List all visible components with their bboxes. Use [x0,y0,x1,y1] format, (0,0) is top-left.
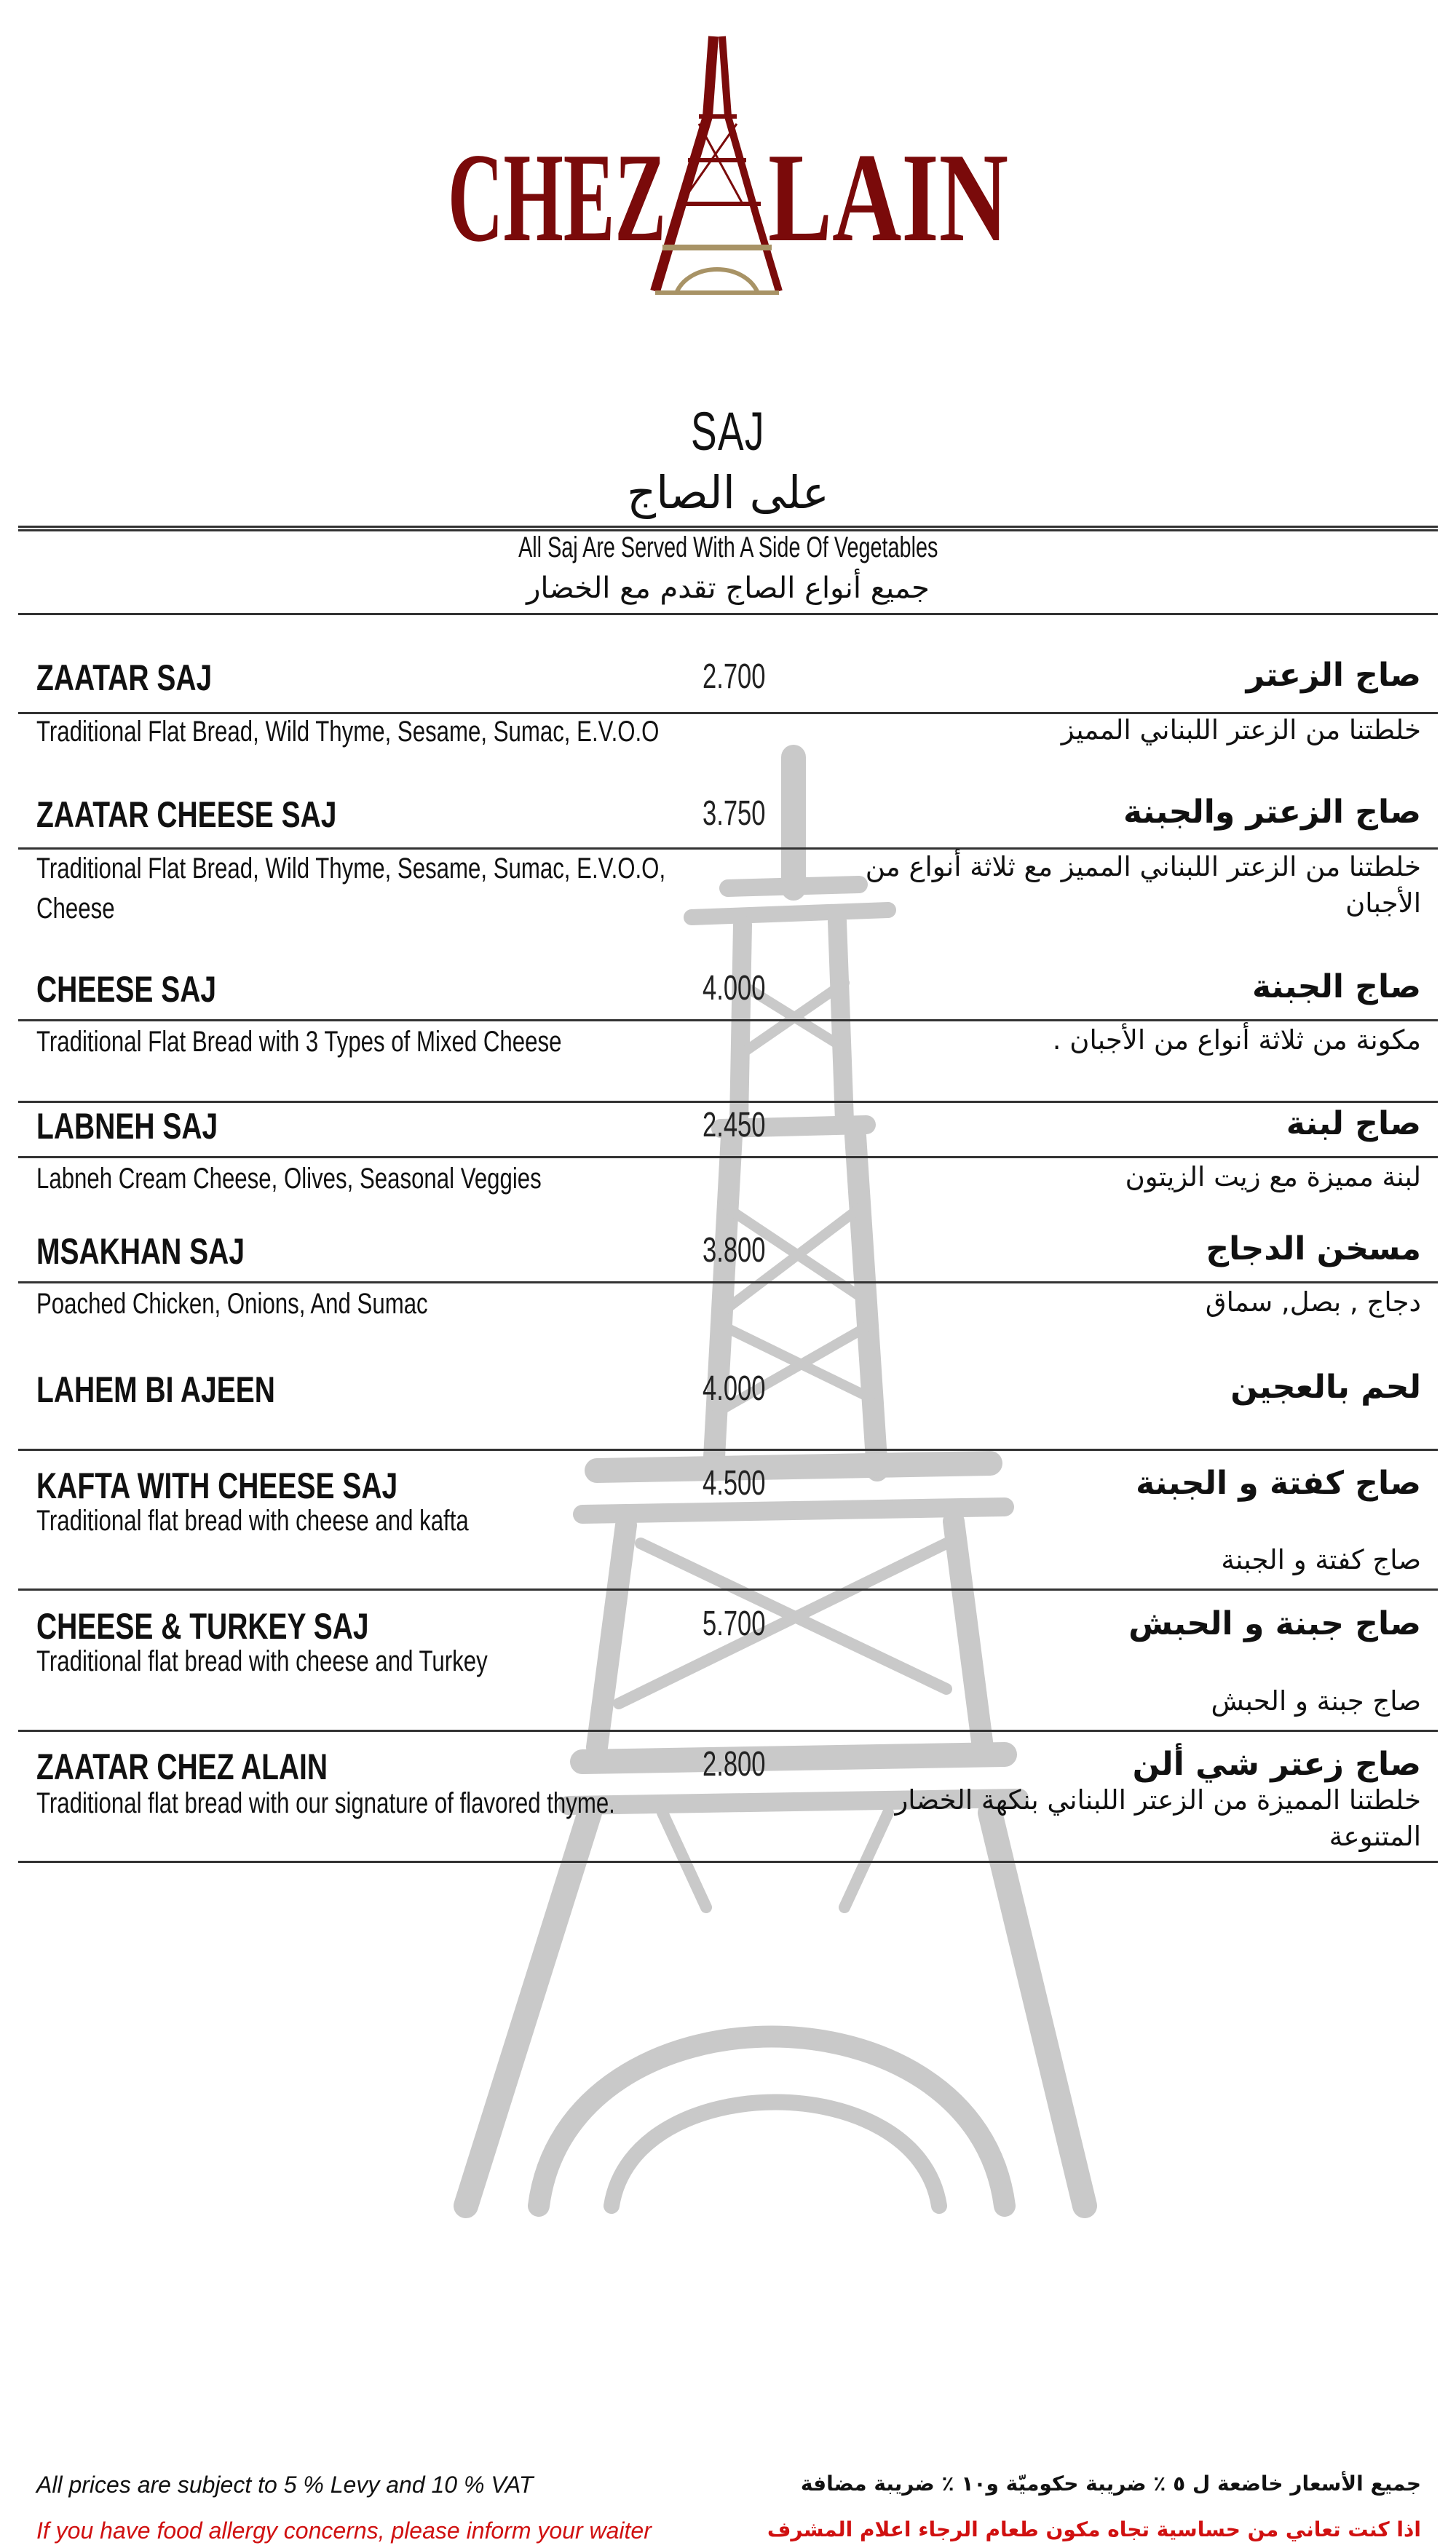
menu-item-name-ar: صاج الزعتر [1246,657,1421,694]
menu-item-price: 3.750 [703,794,766,833]
menu-item-desc-ar: لبنة مميزة مع زيت الزيتون [1125,1161,1421,1192]
item-divider [18,1019,1438,1021]
menu-item-price: 4.000 [703,1369,766,1408]
subtitle-divider [18,613,1438,615]
menu-item-desc-ar: خلطتنا من الزعتر اللبناني المميز مع ثلاثة أنواع من الأجبان [865,851,1421,919]
section-title-en: SAJ [690,401,766,462]
menu-item-desc-en: Traditional flat bread with cheese and Turkey [36,1645,488,1677]
menu-item-name-ar: صاج جبنة و الحبش [1128,1605,1421,1642]
menu-item-desc-ar: خلطتنا المميزة من الزعتر اللبناني بنكهة الخضار المتنوعة [895,1784,1421,1852]
logo-graphic [437,29,1019,306]
menu-item-name-ar: صاج الزعتر والجبنة [1123,794,1421,831]
menu-item-name-en: LAHEM BI AJEEN [36,1369,275,1410]
menu-item-name-en: KAFTA WITH CHEESE SAJ [36,1465,398,1506]
menu-item-price: 5.700 [703,1605,766,1643]
menu-item-desc-en: Poached Chicken, Onions, And Sumac [36,1288,428,1320]
vat-notice-en: All prices are subject to 5 % Levy and 10 % VAT [36,2472,534,2498]
menu-item-desc-en: Traditional Flat Bread, Wild Thyme, Sesame, Sumac, E.V.O.O, Cheese [36,852,666,925]
menu-item-name-en: ZAATAR SAJ [36,657,213,698]
menu-item-price: 3.800 [703,1231,766,1270]
item-divider [18,1449,1438,1451]
menu-item-name-en: MSAKHAN SAJ [36,1231,245,1272]
menu-item-price: 4.000 [703,969,766,1008]
logo-text-right: LAIN [768,127,1008,268]
tower-a-icon [655,36,779,293]
vat-notice-ar: جميع الأسعار خاضعة ل ٥ ٪ ضريبة حكوميّة و١٠ ٪ ضريبة مضافة [800,2472,1421,2496]
menu-item-desc-en: Traditional Flat Bread with 3 Types of Mixed Cheese [36,1026,562,1058]
eiffel-watermark-graphic [451,743,1092,2213]
menu-item-desc-ar: مكونة من ثلاثة أنواع من الأجبان . [1052,1024,1421,1056]
menu-item-name-ar: صاج الجبنة [1252,968,1421,1005]
item-divider [18,1730,1438,1732]
item-divider [18,1156,1438,1158]
menu-item-desc-en: Traditional flat bread with our signature of flavored thyme. [36,1787,615,1819]
section-title-ar: على الصاج [627,466,829,519]
allergy-notice-ar: اذا كنت تعاني من حساسية تجاه مكون طعام الرجاء اعلام المشرف [767,2517,1421,2541]
logo-text-left: CHEZ [448,127,666,268]
menu-item-desc-ar: صاج جبنة و الحبش [1211,1685,1421,1717]
item-divider [18,1588,1438,1591]
chez-alain-logo [437,29,1019,306]
menu-item-name-ar: صاج لبنة [1286,1105,1421,1142]
menu-item-desc-en: Traditional Flat Bread, Wild Thyme, Sesame, Sumac, E.V.O.O [36,716,660,748]
menu-item-desc-en: Traditional flat bread with cheese and kafta [36,1505,469,1537]
item-divider [18,1101,1438,1103]
menu-item-name-en: CHEESE SAJ [36,969,217,1010]
item-divider [18,1861,1438,1863]
menu-item-price: 2.700 [703,657,766,696]
menu-item-price: 2.800 [703,1745,766,1784]
subtitle-en [0,531,1456,564]
menu-item-price: 2.450 [703,1106,766,1144]
item-divider [18,1281,1438,1283]
menu-item-name-en: LABNEH SAJ [36,1106,218,1147]
allergy-notice-en: If you have food allergy concerns, please inform your waiter [36,2517,652,2544]
menu-item-name-ar: مسخن الدجاج [1206,1230,1421,1267]
menu-item-name-ar: صاج كفتة و الجبنة [1136,1465,1421,1502]
menu-item-name-en: ZAATAR CHEESE SAJ [36,794,337,835]
eiffel-tower-watermark [451,743,1092,2213]
menu-item-desc-ar: خلطتنا من الزعتر اللبناني المميز [1061,714,1421,745]
menu-item-desc-en: Labneh Cream Cheese, Olives, Seasonal Veggies [36,1163,542,1195]
menu-item-desc-ar: دجاج , بصل, سماق [1205,1286,1421,1318]
header-divider [18,526,1438,531]
menu-item-name-ar: لحم بالعجين [1230,1369,1421,1406]
menu-item-name-en: CHEESE & TURKEY SAJ [36,1606,369,1647]
menu-item-price: 4.500 [703,1464,766,1503]
subtitle-ar: جميع أنواع الصاج تقدم مع الخضار [526,571,930,605]
menu-item-desc-ar: صاج كفتة و الجبنة [1221,1544,1421,1575]
menu-item-name-ar: صاج زعتر شي ألن [1132,1746,1421,1783]
menu-item-name-en: ZAATAR CHEZ ALAIN [36,1746,328,1787]
subtitle-en-text: All Saj Are Served With A Side Of Vegetables [518,531,938,563]
